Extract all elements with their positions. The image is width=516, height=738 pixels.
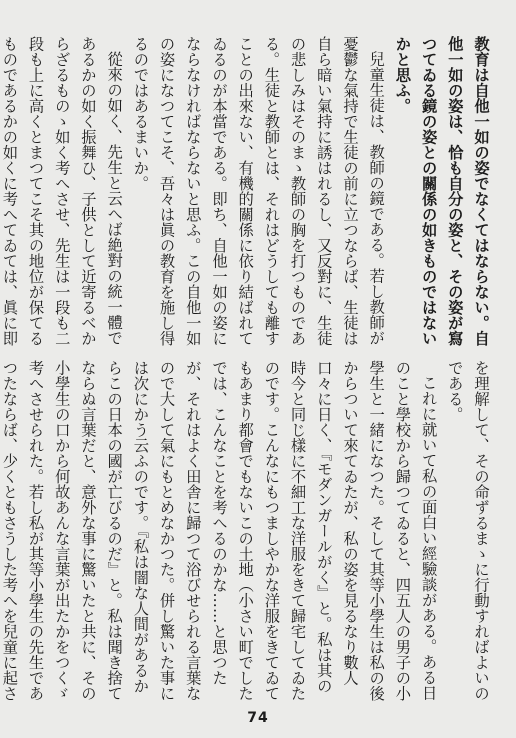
paragraph-conventional-teachers: 從來の如く、先生と云へば絶對の統一體であるかの如く振舞ひ、子供として近寄るべからざるものゝ如く考へさせ、先生は一段も二段も上に高くとまつてこそ其の地位が保てるものであるかの如くに考へてゐては、眞に即 — [0, 36, 124, 346]
paragraph-self-other-unity: 教育は自他一如の姿でなくてはならない。自他一如の姿は、恰も自分の姿と、その姿が寫つてゐる鏡の姿との關係の如きものではないかと思ふ。 — [393, 36, 490, 346]
upper-text-column — [0, 36, 494, 348]
lower-text-column — [0, 360, 494, 702]
page-number: 74 — [247, 710, 269, 726]
upper-text-block — [0, 36, 494, 348]
lower-text-block — [0, 360, 494, 702]
paragraph-continuation: を理解して、その命ずるまゝに行動すればよいのである。 — [445, 360, 490, 701]
paragraph-modern-girl-anecdote: これに就いて私の面白い經驗談がある。ある日のこと學校から歸つてゐると、四五人の男子の小學生と一緒になつた。そして其等小學生は私の後からついて來てゐたが、私の姿を見るなり數人口々に日く、『モダンガールがく』と。私は其の時今と同じ樣に不細工な洋服をきて歸宅してゐたのです。こんなにもつましやかな洋服をきてゐてもあまり都會でもないこの土地（小さい町でしたでは、こんなことを考へるのかな……と思つたが、それはよく田舎に歸つて浴びせられる言葉なので大して氣にもとめなかつた。併し驚いた事には次にかう云ふのです。『私は闇な人間があるからこの日本の國が亡びるのだ』と。私は聞き捨てならぬ言葉だと、意外な事に驚いたと共に、その小學生の口から何故あんな言葉が出たかをつくゞ考へさせられた。若し私が其等小學生の先生であつたならば、少くともさうした考へを兒童に起さ — [0, 360, 438, 701]
paragraph-students-as-mirror: 兒童生徒は、教師の鏡である。若し教師が憂鬱な氣持で生徒の前に立つならば、生徒は自ら暗い氣持に誘はれるし、又反對に、生徒の悲しみはそのまゝ教師の胸を打つものである。生徒と教師とは、それはどうしても離すことの出來ない、有機的關係に依り結ばれてゐるのが本當である。即ち、自他一如の姿にならなければならないと思ふ。この自他一如の姿になつてこそ、吾々は眞の教育を施し得るのではあるまいか。 — [131, 36, 386, 346]
